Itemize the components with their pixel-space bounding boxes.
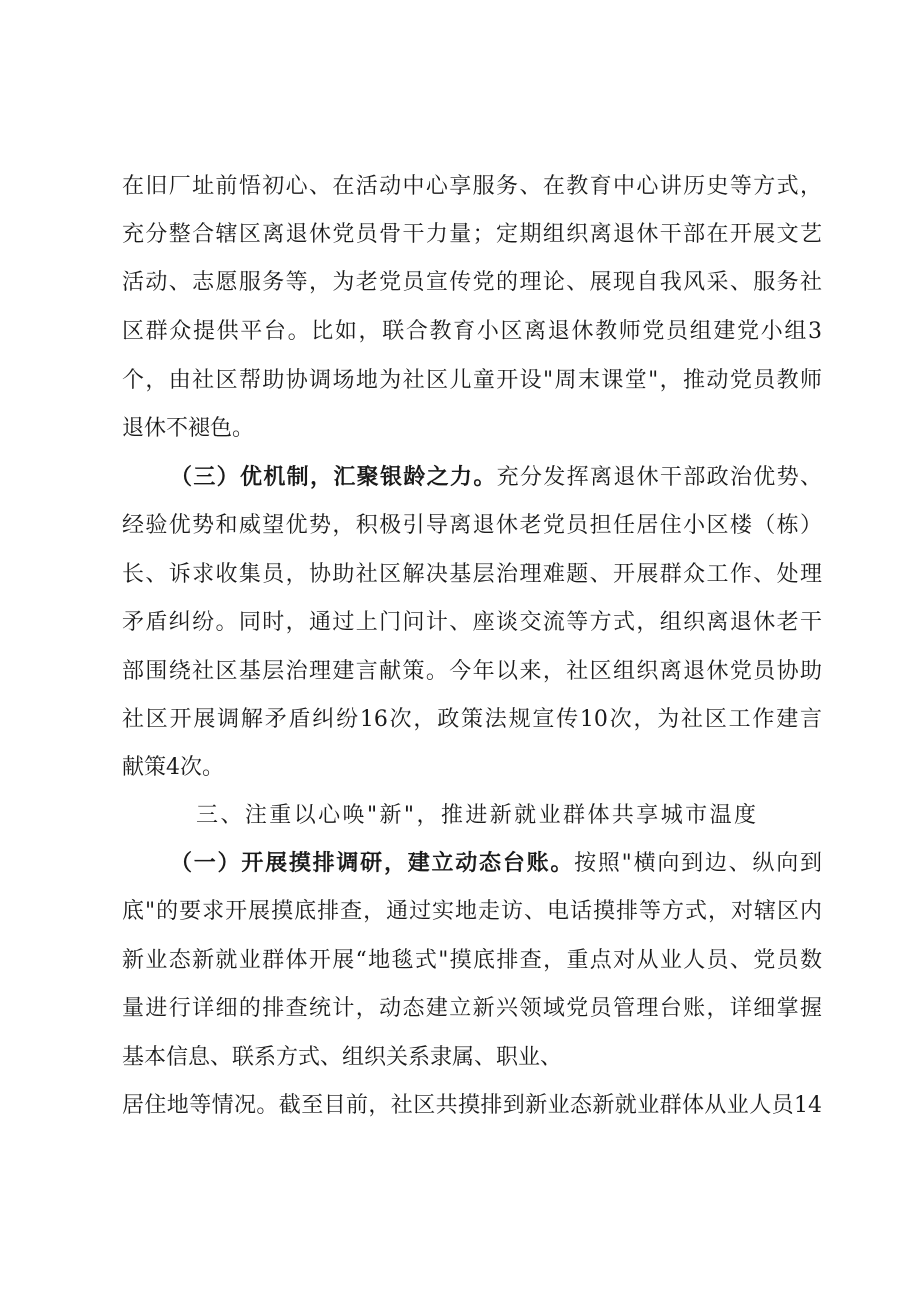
paragraph-line: 新业态新就业群体开展“地毯式"摸底排查，重点对从业人员、党员数	[122, 948, 822, 973]
paragraph-line: 社区开展调解矛盾纠纷16次，政策法规宣传10次，为社区工作建言	[122, 707, 822, 732]
paragraph-line: 长、诉求收集员，协助社区解决基层治理难题、开展群众工作、处理	[122, 562, 822, 587]
paragraph-line: 基本信息、联系方式、组织关系隶属、职业、	[122, 1045, 563, 1070]
paragraph-line: 个，由社区帮助协调场地为社区儿童开设"周末课堂"，推动党员教师	[122, 368, 822, 393]
paragraph-line: 献策4次。	[122, 755, 224, 780]
paragraph-line: 矛盾纠纷。同时，通过上门问计、座谈交流等方式，组织离退休老干	[122, 610, 822, 635]
paragraph-line: 底"的要求开展摸底排查，通过实地走访、电话摸排等方式，对辖区内	[122, 899, 822, 924]
section-heading: 三、注重以心唤"新"，推进新就业群体共享城市温度	[196, 803, 756, 828]
paragraph-line: 居住地等情况。截至目前，社区共摸排到新业态新就业群体从业人员14	[122, 1093, 822, 1118]
paragraph-line: 量进行详细的排查统计，动态建立新兴领域党员管理台账，详细掌握	[122, 996, 822, 1021]
paragraph-line: 充分整合辖区离退休党员骨干力量；定期组织离退休干部在开展文艺	[122, 222, 822, 247]
paragraph-line: 活动、志愿服务等，为老党员宣传党的理论、展现自我风采、服务社	[122, 270, 822, 295]
paragraph-line: 在旧厂址前悟初心、在活动中心享服务、在教育中心讲历史等方式，	[122, 174, 822, 199]
subsection-first-line	[170, 849, 822, 879]
subsection-title: （一）开展摸排调研，建立动态台账。	[170, 851, 575, 876]
subsection-title: （三）优机制，汇聚银龄之力。	[170, 465, 497, 490]
subsection-text: 按照"横向到边、纵向到	[574, 851, 822, 876]
paragraph-line: 退休不褪色。	[122, 416, 255, 441]
subsection-first-line	[170, 463, 822, 493]
subsection-text: 充分发挥离退休干部政治优势、	[496, 465, 822, 490]
paragraph-line: 经验优势和威望优势，积极引导离退休老党员担任居住小区楼（栋）	[122, 513, 822, 538]
paragraph-line: 区群众提供平台。比如，联合教育小区离退休教师党员组建党小组3	[122, 319, 822, 344]
paragraph-line: 部围绕社区基层治理建言献策。今年以来，社区组织离退休党员协助	[122, 659, 822, 684]
